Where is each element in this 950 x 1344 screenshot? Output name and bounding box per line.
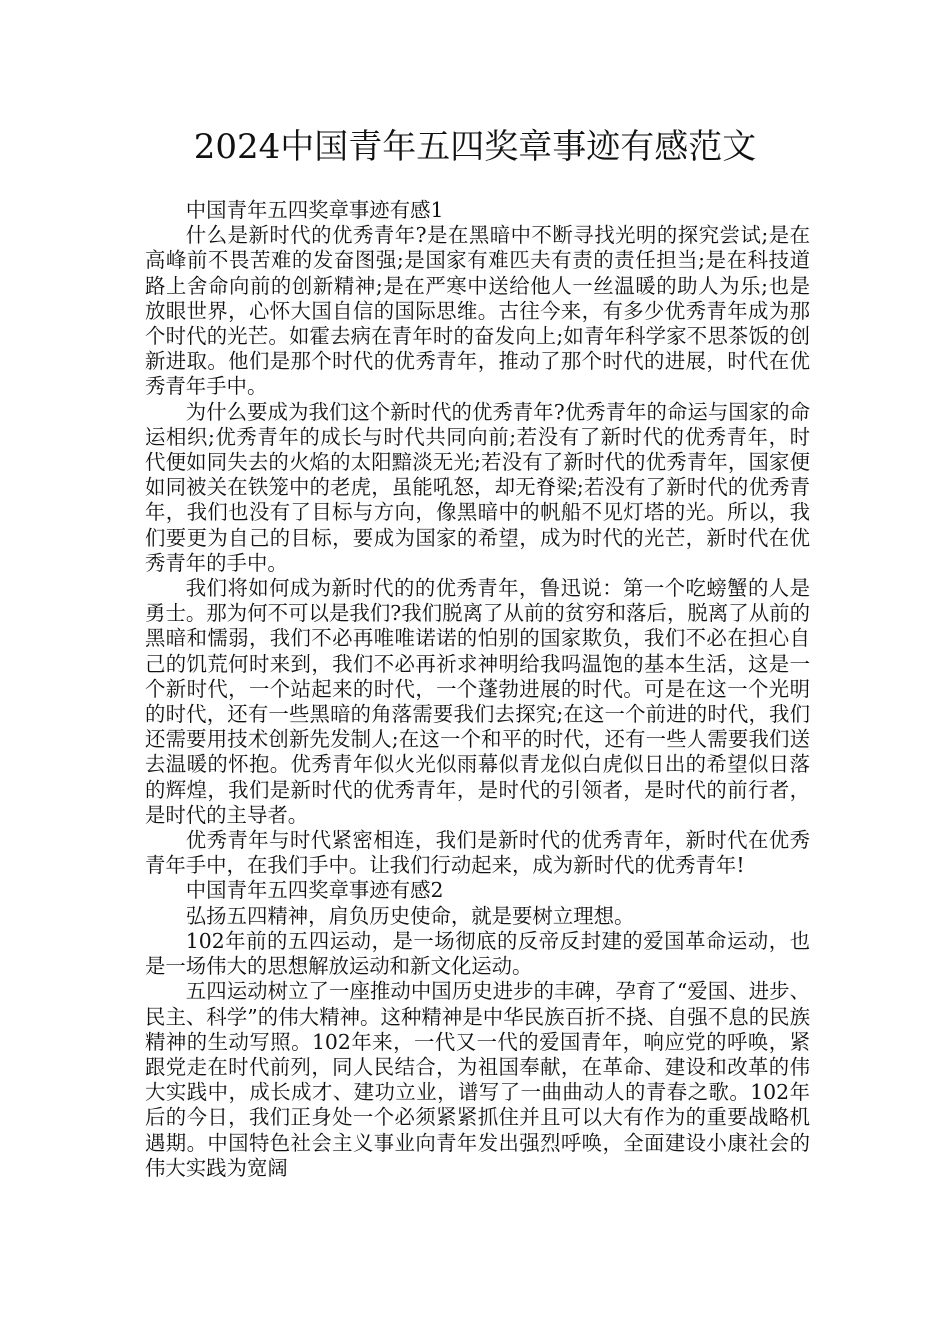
paragraph: 弘扬五四精神，肩负历史使命，就是要树立理想。 [185, 903, 635, 928]
section-heading-2: 中国青年五四奖章事迹有感2 [185, 878, 444, 903]
paragraph: 我们将如何成为新时代的的优秀青年，鲁迅说：第一个吃螃蟹的人是勇士。那为何不可以是我们?我们脱离了从前的贫穷和落后，脱离了从前的黑暗和懦弱，我们不必再唯唯诺诺的怕别的国家欺负，我们不必在担心自己的饥荒何时来到，我们不必再祈求神明给我吗温饱的基本生活，这是一个新时代，一个站起来的时代，一个蓬勃进展的时代。可是在这一个光明的时代，还有一些黑暗的角落需要我们去探究;在这一个前进的时代，我们还需要用技术创新先发制人;在这一个和平的时代，还有一些人需要我们送去温暖的怀抱。优秀青年似火光似雨幕似青龙似白虎似日出的希望似日落的辉煌，我们是新时代的优秀青年，是时代的引领者，是时代的前行者，是时代的主导者。 [145, 576, 810, 827]
paragraph: 五四运动树立了一座推动中国历史进步的丰碑，孕育了“爱国、进步、民主、科学”的伟大精神。这种精神是中华民族百折不挠、自强不息的民族精神的生动写照。102年来，一代又一代的爱国青年，响应党的呼唤，紧跟党走在时代前列，同人民结合，为祖国奉献，在革命、建设和改革的伟大实践中，成长成才、建功立业，谱写了一曲曲动人的青春之歌。102年后的今日，我们正身处一个必须紧紧抓住并且可以大有作为的重要战略机遇期。中国特色社会主义事业向青年发出强烈呼唤，全面建设小康社会的伟大实践为宽阔 [145, 979, 810, 1180]
section-heading-1: 中国青年五四奖章事迹有感1 [185, 198, 444, 222]
document-title: 2024中国青年五四奖章事迹有感范文 [193, 127, 757, 167]
document-body [145, 198, 810, 1181]
paragraph: 102年前的五四运动，是一场彻底的反帝反封建的爱国革命运动，也是一场伟大的思想解放运动和新文化运动。 [145, 928, 810, 979]
paragraph: 优秀青年与时代紧密相连，我们是新时代的优秀青年，新时代在优秀青年手中，在我们手中。让我们行动起来，成为新时代的优秀青年! [145, 828, 810, 878]
paragraph: 为什么要成为我们这个新时代的优秀青年?优秀青年的命运与国家的命运相织;优秀青年的成长与时代共同向前;若没有了新时代的优秀青年，时代便如同失去的火焰的太阳黯淡无光;若没有了新时代的优秀青年，国家便如同被关在铁笼中的老虎，虽能吼怒，却无脊梁;若没有了新时代的优秀青年，我们也没有了目标与方向，像黑暗中的帆船不见灯塔的光。所以，我们要更为自己的目标，要成为国家的希望，成为时代的光芒，新时代在优秀青年的手中。 [145, 399, 810, 575]
paragraph: 什么是新时代的优秀青年?是在黑暗中不断寻找光明的探究尝试;是在高峰前不畏苦难的发奋图强;是国家有难匹夫有责的责任担当;是在科技道路上舍命向前的创新精神;是在严寒中送给他人一丝温暖的助人为乐;也是放眼世界，心怀大国自信的国际思维。古往今来，有多少优秀青年成为那个时代的光芒。如霍去病在青年时的奋发向上;如青年科学家不思茶饭的创新进取。他们是那个时代的优秀青年，推动了那个时代的进展，时代在优秀青年手中。 [145, 223, 810, 399]
